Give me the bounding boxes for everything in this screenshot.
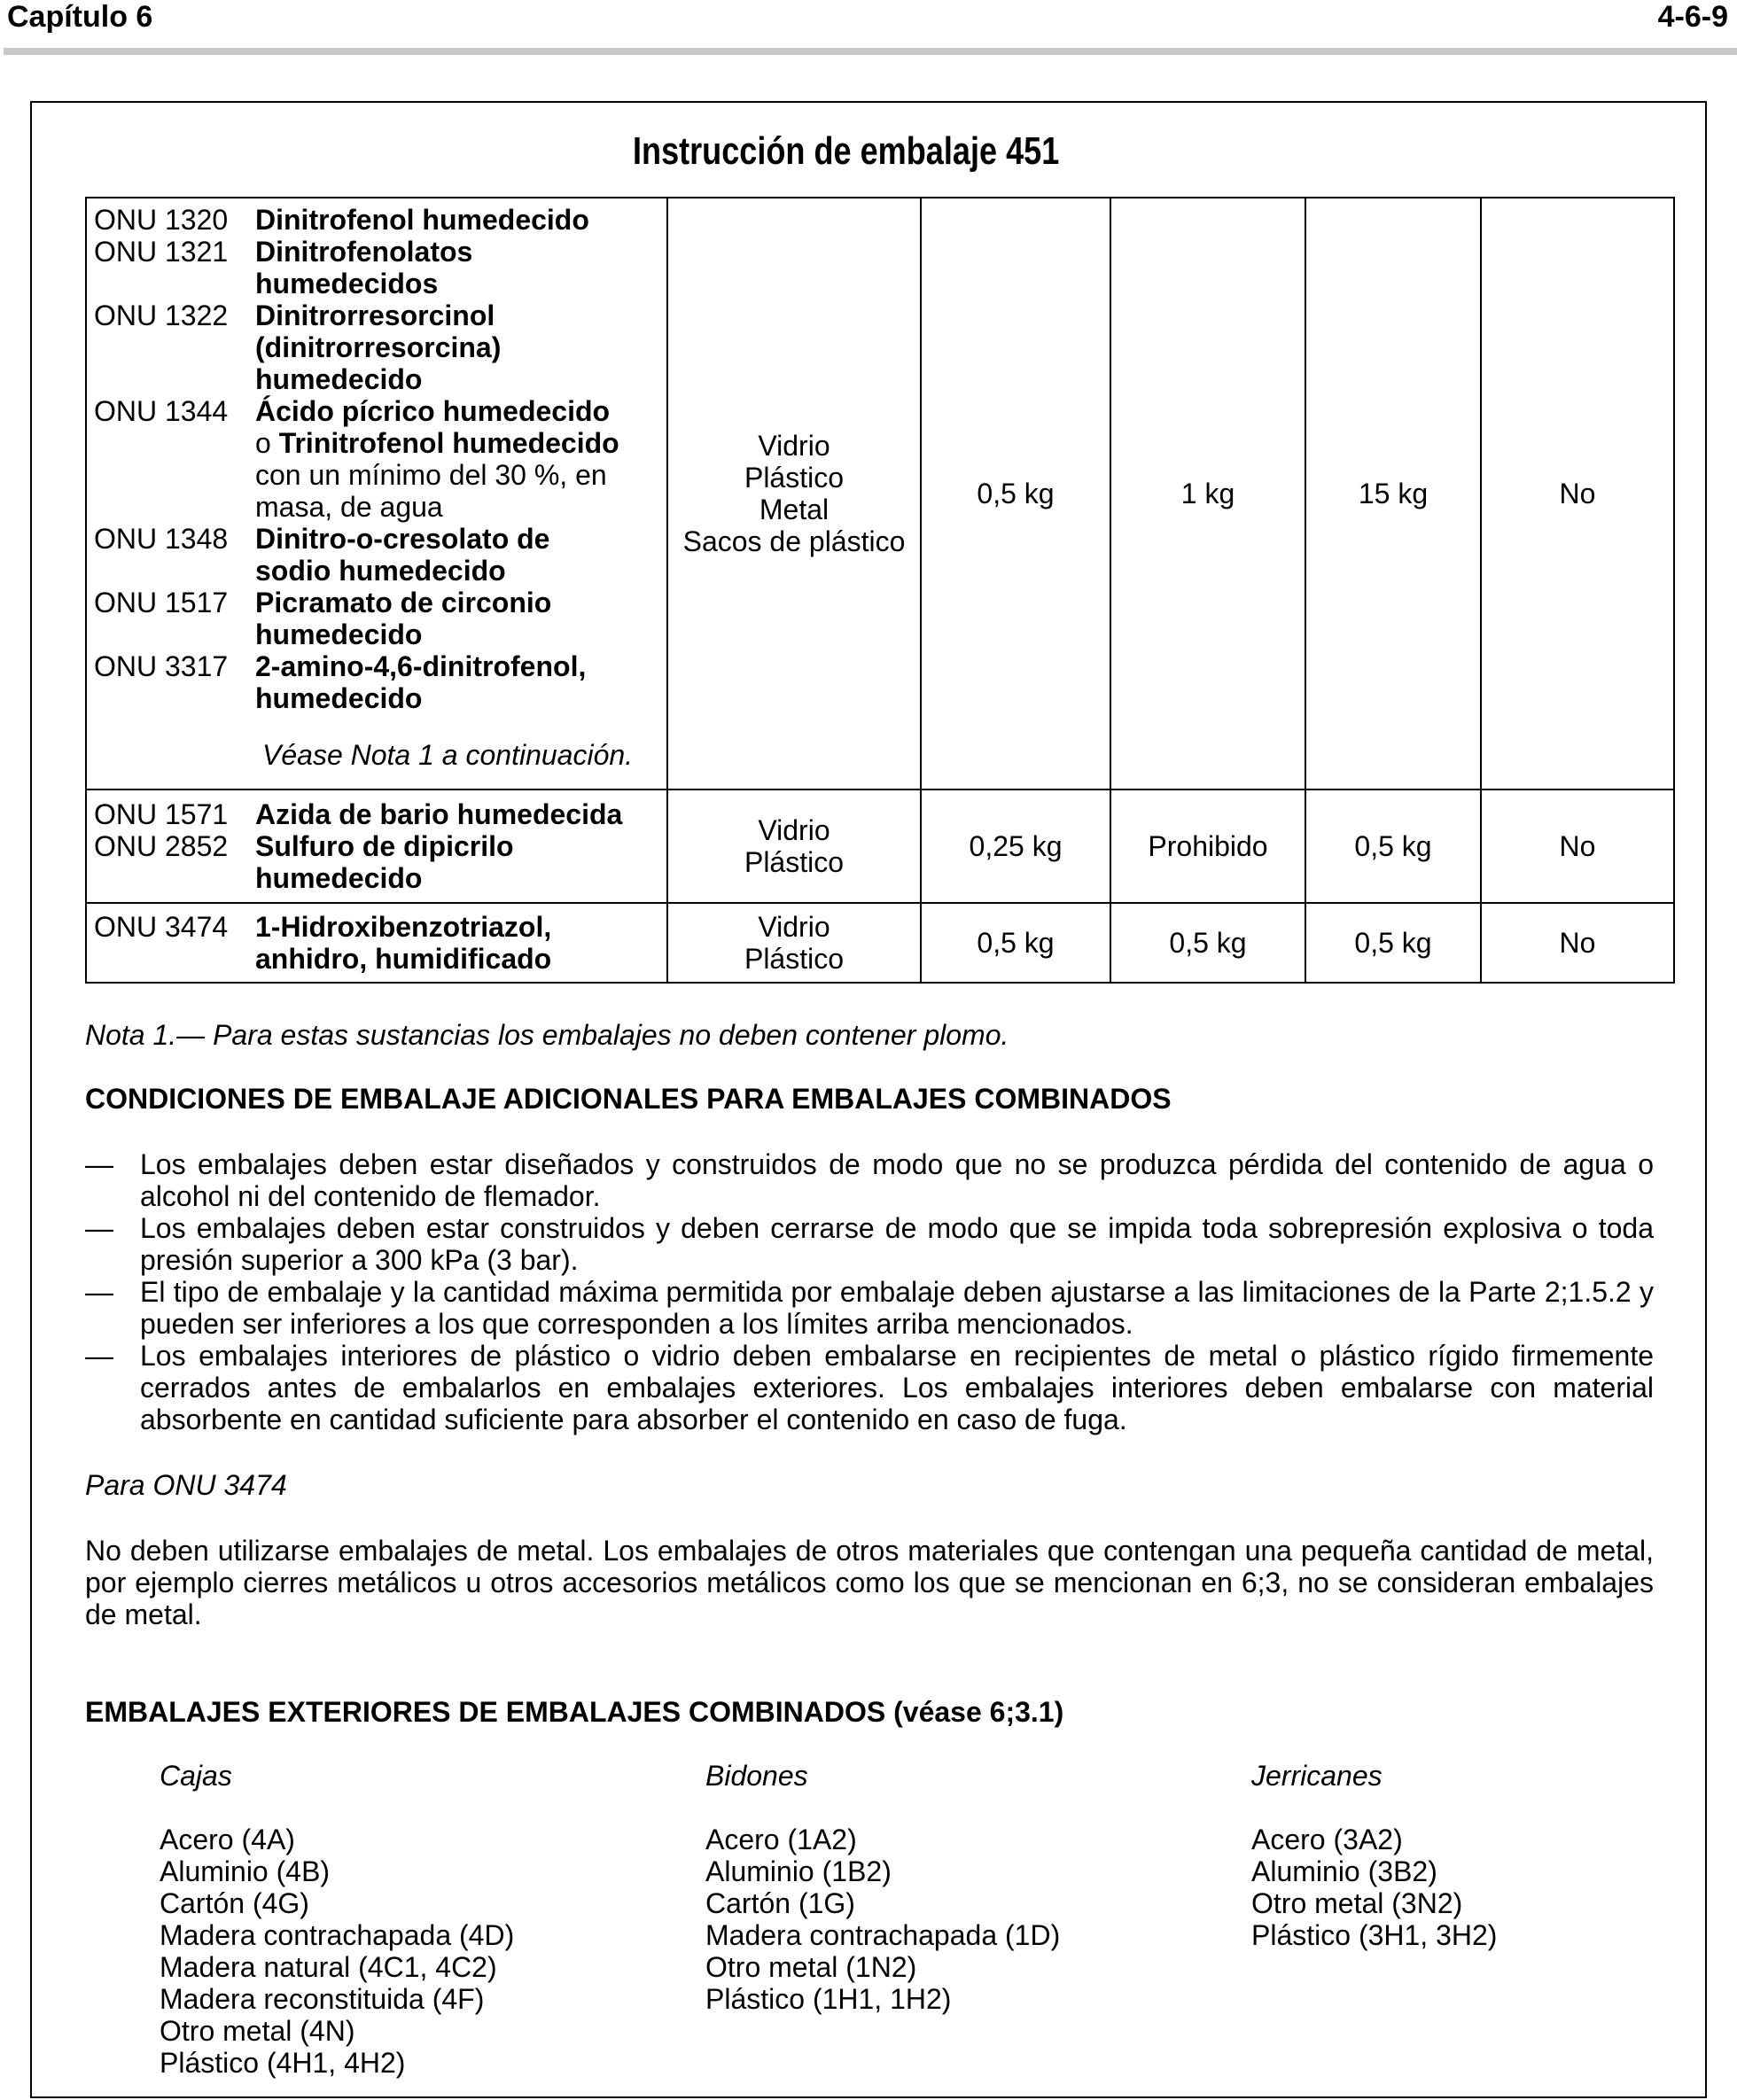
dash-bullet: — bbox=[85, 1340, 113, 1372]
substance-name-cont: humedecido bbox=[255, 682, 423, 714]
header-rule bbox=[4, 48, 1737, 55]
subheading-onu-3474: Para ONU 3474 bbox=[85, 1469, 287, 1501]
list-item: Madera reconstituida (4F) bbox=[160, 1983, 485, 2015]
conditions-heading: CONDICIONES DE EMBALAJE ADICIONALES PARA EMBALAJES COMBINADOS bbox=[85, 1083, 1172, 1115]
packaging-cell bbox=[667, 789, 921, 903]
packaging-item: Plástico bbox=[744, 846, 845, 878]
list-item: Acero (3A2) bbox=[1251, 1824, 1403, 1855]
onu-number: ONU 1320 bbox=[94, 204, 229, 236]
packaging-item: Metal bbox=[759, 494, 830, 525]
substances-cell bbox=[86, 903, 667, 983]
conditions-list bbox=[85, 1148, 1654, 1435]
packaging-item: Sacos de plástico bbox=[682, 525, 906, 557]
onu-number: ONU 1322 bbox=[94, 299, 229, 331]
list-item: Madera natural (4C1, 4C2) bbox=[160, 1951, 497, 1983]
dash-bullet: — bbox=[85, 1212, 113, 1244]
packing-instruction-title: Instrucción de embalaje 451 bbox=[633, 129, 1060, 173]
onu-number: ONU 1348 bbox=[94, 523, 229, 555]
list-item: Madera contrachapada (1D) bbox=[705, 1919, 1061, 1951]
list-item: Aluminio (1B2) bbox=[705, 1855, 892, 1887]
packaging-cell bbox=[667, 198, 921, 789]
onu-number: ONU 2852 bbox=[94, 830, 229, 862]
substance-name-cont: sodio humedecido bbox=[255, 555, 506, 587]
table-row bbox=[86, 198, 1674, 789]
substance-entry bbox=[94, 830, 661, 862]
substance-name-cont: humedecido bbox=[255, 618, 423, 650]
column-heading: Jerricanes bbox=[1251, 1760, 1383, 1792]
column-heading: Bidones bbox=[705, 1760, 808, 1792]
substance-entry bbox=[94, 798, 661, 830]
substance-entry bbox=[94, 587, 661, 618]
list-item: Plástico (1H1, 1H2) bbox=[705, 1983, 952, 2015]
drums-column bbox=[705, 1760, 1060, 2015]
condition-text: El tipo de embalaje y la cantidad máxima permitida por embalaje deben ajustarse a las limitaciones de la Parte 2;1.5.2 y pueden ser inferiores a los que corresponden a los límites arriba mencionados. bbox=[140, 1276, 1654, 1340]
packaging-item: Vidrio bbox=[758, 814, 830, 846]
dash-bullet: — bbox=[85, 1148, 113, 1180]
substance-name: Azida de bario humedecida bbox=[255, 798, 623, 830]
substances-cell bbox=[86, 789, 667, 903]
exterior-packagings-heading: EMBALAJES EXTERIORES DE EMBALAJES COMBINADOS (véase 6;3.1) bbox=[85, 1696, 1064, 1728]
substance-entry bbox=[94, 204, 661, 236]
condition-text: Los embalajes deben estar diseñados y construidos de modo que no se produzca pérdida del contenido de agua o alcohol ni del contenido de flemador. bbox=[140, 1148, 1654, 1212]
substance-alt-bold: Trinitrofenol humedecido bbox=[278, 427, 619, 459]
packaging-cell bbox=[667, 903, 921, 983]
packing-table bbox=[85, 197, 1675, 984]
substance-name: Dinitrorresorcinol bbox=[255, 299, 495, 331]
qty-cell: 0,5 kg bbox=[921, 903, 1110, 983]
jerricans-column bbox=[1251, 1760, 1497, 1951]
boxes-column bbox=[160, 1760, 514, 2079]
list-item: Aluminio (3B2) bbox=[1251, 1855, 1437, 1887]
list-item bbox=[85, 1212, 1654, 1276]
qty-cell: Prohibido bbox=[1110, 789, 1305, 903]
onu-number: ONU 1321 bbox=[94, 236, 229, 268]
list-item: Plástico (4H1, 4H2) bbox=[160, 2047, 406, 2079]
substance-entry bbox=[94, 911, 661, 943]
list-item: Cartón (4G) bbox=[160, 1887, 309, 1919]
substance-condition: con un mínimo del 30 %, en bbox=[255, 459, 607, 491]
substances-cell bbox=[86, 198, 667, 789]
onu-number: ONU 1517 bbox=[94, 587, 229, 618]
column-heading: Cajas bbox=[160, 1760, 232, 1792]
table-row bbox=[86, 789, 1674, 903]
substance-name: Dinitro-o-cresolato de bbox=[255, 523, 550, 555]
substance-name: Dinitrofenolatos bbox=[255, 236, 473, 268]
qty-cell: 1 kg bbox=[1110, 198, 1305, 789]
list-item: Plástico (3H1, 3H2) bbox=[1251, 1919, 1498, 1951]
substance-name: Dinitrofenol humedecido bbox=[255, 204, 589, 236]
table-row bbox=[86, 903, 1674, 983]
onu-number: ONU 3317 bbox=[94, 650, 229, 682]
qty-cell: 0,25 kg bbox=[921, 789, 1110, 903]
substance-name: 2-amino-4,6-dinitrofenol, bbox=[255, 650, 587, 682]
list-item bbox=[85, 1276, 1654, 1340]
substance-entry bbox=[94, 650, 661, 682]
or-word: o bbox=[255, 427, 279, 459]
substance-name: 1-Hidroxibenzotriazol, bbox=[255, 911, 552, 943]
packaging-item: Vidrio bbox=[758, 911, 830, 943]
substance-name: Ácido pícrico humedecido bbox=[255, 395, 611, 427]
substance-entry bbox=[94, 523, 661, 555]
substance-name-cont: anhidro, humidificado bbox=[255, 943, 552, 975]
note-1: Nota 1.— Para estas sustancias los embalajes no deben contener plomo. bbox=[85, 1019, 1009, 1051]
note-reference: Véase Nota 1 a continuación. bbox=[262, 739, 634, 771]
substance-name-cont: humedecidos bbox=[255, 268, 439, 299]
qty-cell: 0,5 kg bbox=[1110, 903, 1305, 983]
list-item: Cartón (1G) bbox=[705, 1887, 855, 1919]
condition-text: Los embalajes deben estar construidos y deben cerrarse de modo que se impida toda sobrepresión explosiva o toda presión superior a 300 kPa (3 bar). bbox=[140, 1212, 1654, 1276]
qty-cell: 0,5 kg bbox=[921, 198, 1110, 789]
substance-name-cont: humedecido bbox=[255, 862, 423, 894]
qty-cell: 0,5 kg bbox=[1305, 789, 1481, 903]
chapter-label: Capítulo 6 bbox=[7, 0, 153, 34]
list-item: Aluminio (4B) bbox=[160, 1855, 331, 1887]
packaging-item: Plástico bbox=[744, 462, 845, 494]
list-item: Otro metal (1N2) bbox=[705, 1951, 917, 1983]
list-item: Madera contrachapada (4D) bbox=[160, 1919, 515, 1951]
qty-cell: 0,5 kg bbox=[1305, 903, 1481, 983]
substance-name-cont: humedecido bbox=[255, 363, 423, 395]
substance-alt-name bbox=[94, 427, 661, 459]
dash-bullet: — bbox=[85, 1276, 113, 1308]
substance-condition: masa, de agua bbox=[255, 491, 443, 523]
page-number: 4-6-9 bbox=[1657, 0, 1728, 34]
qty-cell: No bbox=[1481, 789, 1674, 903]
page-header bbox=[0, 0, 1737, 53]
onu-number: ONU 1344 bbox=[94, 395, 229, 427]
list-item: Otro metal (3N2) bbox=[1251, 1887, 1463, 1919]
onu-number: ONU 1571 bbox=[94, 798, 229, 830]
list-item bbox=[85, 1340, 1654, 1435]
list-item: Otro metal (4N) bbox=[160, 2015, 355, 2047]
list-item bbox=[85, 1148, 1654, 1212]
substance-name: Sulfuro de dipicrilo bbox=[255, 830, 514, 862]
substance-entry bbox=[94, 395, 661, 427]
condition-text: Los embalajes interiores de plástico o vidrio deben embalarse en recipientes de metal o plástico rígido firmemente cerrados antes de embalarlos en embalajes exteriores. Los embalajes interiores deben embalarse con material absorbente en cantidad suficiente para absorber el contenido en caso de fuga. bbox=[140, 1340, 1654, 1435]
metal-paragraph: No deben utilizarse embalajes de metal. Los embalajes de otros materiales que contengan una pequeña cantidad de metal, por ejemplo cierres metálicos u otros accesorios metálicos como los que se mencionan en 6;3, no se consideran embalajes de metal. bbox=[85, 1535, 1654, 1630]
substance-name-cont: (dinitrorresorcina) bbox=[255, 331, 502, 363]
substance-entry bbox=[94, 299, 661, 331]
onu-number: ONU 3474 bbox=[94, 911, 229, 943]
packaging-item: Vidrio bbox=[758, 430, 830, 462]
qty-cell: No bbox=[1481, 198, 1674, 789]
qty-cell: 15 kg bbox=[1305, 198, 1481, 789]
packaging-item: Plástico bbox=[744, 943, 845, 975]
list-item: Acero (4A) bbox=[160, 1824, 295, 1855]
substance-entry bbox=[94, 236, 661, 268]
qty-cell: No bbox=[1481, 903, 1674, 983]
substance-name: Picramato de circonio bbox=[255, 587, 552, 618]
list-item: Acero (1A2) bbox=[705, 1824, 857, 1855]
